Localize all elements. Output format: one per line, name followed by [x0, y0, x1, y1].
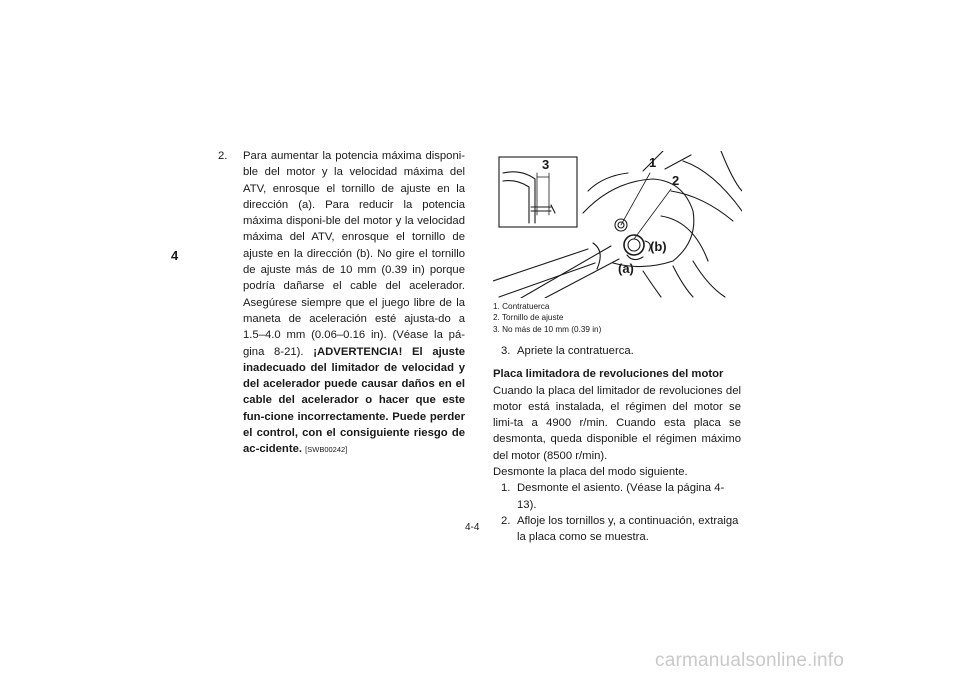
step-3-text: Apriete la contratuerca.	[517, 345, 634, 357]
caption-1: 1. Contratuerca	[493, 302, 550, 311]
figure-label-1: 1	[649, 155, 657, 170]
step-1	[493, 480, 741, 513]
warning-text: ¡ADVERTENCIA! El ajuste inadecuado del limitador de velocidad y del acelerador puede causar daños en el cable del acelerador o hacer que este fun-cione incorrectamente. Puede perder el control, con el consiguiente riesgo de ac-cidente.	[243, 345, 465, 456]
section-tab: 4	[171, 248, 179, 263]
step-text: Para aumentar la potencia máxima disponi-ble del motor y la velocidad máxima del ATV, enrosque el tornillo de ajuste en la dirección (a). Para reducir la potencia máxima disponi-ble del motor y la velocidad máxima del ATV, enrosque el tornillo de ajuste en la dirección (b). No gire el tornillo de ajuste más de 10 mm (0.39 in) porque podría dañarse el cable del acelerador. Asegúrese siempre que el juego libre de la maneta de aceleración esté ajusta-do a 1.5–4.0 mm (0.06–0.16 in). (Véase la pá-gina 8-21).	[243, 150, 465, 358]
step-2-number: 2.	[501, 514, 511, 527]
caption-3: 3. No más de 10 mm (0.39 in)	[493, 324, 602, 334]
caption-2: 2. Tornillo de ajuste	[493, 313, 564, 323]
throttle-illustration	[493, 151, 742, 298]
figure-label-2: 2	[672, 173, 680, 188]
figure-label-3: 3	[542, 157, 550, 172]
step-1-number: 1.	[501, 482, 511, 495]
watermark: carmanualsonline.info	[655, 650, 845, 671]
right-column	[493, 343, 741, 546]
step-3-number: 3.	[501, 345, 511, 357]
page-number: 4-4	[465, 522, 480, 533]
paragraph-2: Desmonte la placa del modo siguiente.	[493, 466, 688, 479]
step-2-text: Afloje los tornillos y, a continuación, extraiga la placa como se muestra.	[517, 514, 739, 544]
figure-label-a: (a)	[618, 261, 634, 276]
step-3	[493, 343, 741, 359]
warning-code: [SWB00242]	[305, 445, 348, 455]
step-body	[243, 148, 465, 459]
paragraph-1: Cuando la placa del limitador de revoluciones del motor está instalada, el régimen del motor se limi-ta a 4900 r/min. Cuando esta placa se desmonta, queda disponible el régimen máximo del motor (8500 r/min).	[493, 384, 741, 462]
step-2	[493, 513, 741, 546]
figure-captions	[493, 301, 601, 335]
step-1-text: Desmonte el asiento. (Véase la página 4-13).	[517, 482, 725, 511]
left-column	[218, 148, 465, 459]
section-heading: Placa limitadora de revoluciones del motor	[493, 368, 724, 381]
figure-label-b: (b)	[650, 239, 667, 254]
step-number: 2.	[218, 150, 228, 162]
